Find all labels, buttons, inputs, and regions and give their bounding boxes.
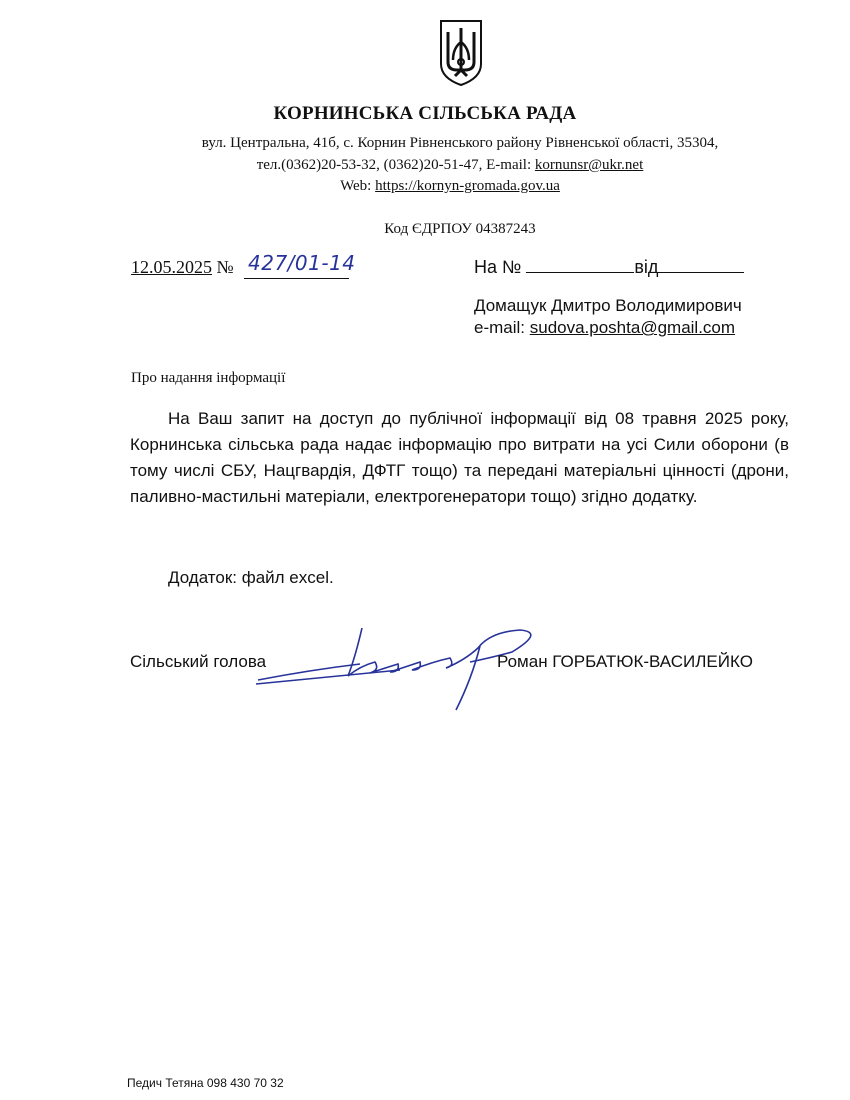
incoming-reference: [474, 257, 744, 278]
council-name: КОРНИНСЬКА СІЛЬСЬКА РАДА: [273, 103, 577, 124]
council-contacts: [0, 157, 850, 174]
incoming-date-blank: [658, 272, 744, 273]
incoming-number-label: На №: [474, 257, 522, 277]
outgoing-number-underline: [244, 278, 349, 279]
coat-of-arms-trident-icon: [437, 18, 485, 88]
letter-annex: Додаток: файл excel.: [168, 568, 334, 587]
council-address: вул. Центральна, 41б, с. Корнин Рівненського району Рівненської області, 35304,: [201, 135, 719, 151]
incoming-date-label: від: [634, 257, 659, 277]
council-phones: тел.(0362)20-53-32, (0362)20-51-47, E-mail:: [256, 157, 535, 173]
council-web-link[interactable]: https://kornyn-gromada.gov.ua: [375, 178, 560, 194]
incoming-number-blank: [526, 272, 634, 273]
web-label: Web:: [340, 178, 376, 194]
council-web: [0, 178, 850, 195]
recipient-email-label: e-mail:: [474, 318, 530, 337]
recipient-email-line: [474, 318, 735, 338]
outgoing-date: 12.05.2025: [131, 257, 212, 277]
recipient-name: Домащук Дмитро Володимирович: [474, 296, 742, 315]
executor-contact: Педич Тетяна 098 430 70 32: [127, 1076, 284, 1090]
recipient-email-link[interactable]: sudova.poshta@gmail.com: [529, 318, 736, 337]
council-email-link[interactable]: kornunsr@ukr.net: [534, 157, 644, 173]
signatory-title: Сільський голова: [130, 652, 267, 671]
edrpou-code: Код ЄДРПОУ 04387243: [384, 221, 536, 237]
outgoing-number-label: №: [216, 257, 234, 277]
signatory-name: Роман ГОРБАТЮК-ВАСИЛЕЙКО: [497, 652, 753, 671]
outgoing-reference: [131, 257, 234, 278]
outgoing-number-handwritten: 427/01-14: [248, 251, 356, 275]
letter-subject: Про надання інформації: [131, 370, 286, 386]
letter-body: На Ваш запит на доступ до публічної інформації від 08 травня 2025 року, Корнинська сільська рада надає інформацію про витрати на усі Сили оборони (в тому числі СБУ, Нацгвардія, ДФТГ тощо) та передані матеріальні цінності (дрони, паливно-мастильні матеріали, електрогенератори тощо) згідно додатку.: [130, 409, 789, 506]
